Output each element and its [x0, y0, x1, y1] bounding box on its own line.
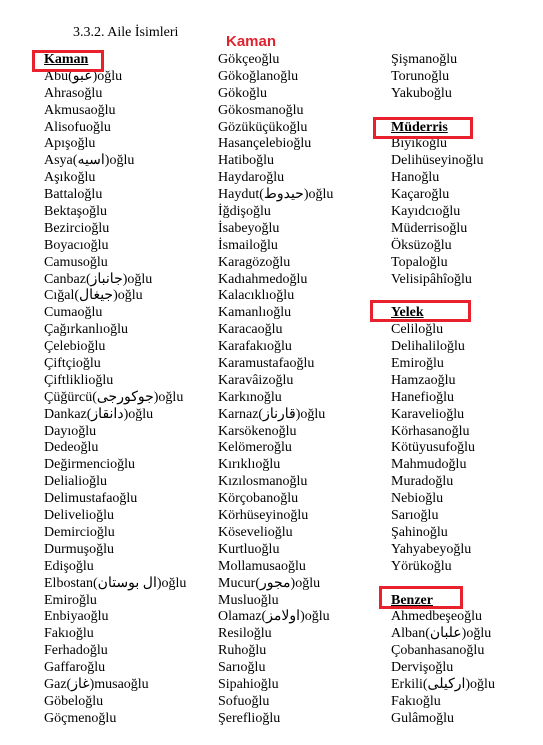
family-name: Dayıoğlu — [44, 423, 97, 439]
family-name: Kalacıklıoğlu — [218, 288, 295, 304]
family-name: Battaloğlu — [44, 187, 103, 203]
family-name: Ahmedbeşeoğlu — [391, 609, 482, 625]
family-name: Kurtluoğlu — [218, 541, 280, 557]
family-name: Delihüseyinoğlu — [391, 153, 484, 169]
highlight-box-yelek — [370, 300, 471, 322]
family-name: Asya(اسيه)oğlu — [44, 153, 135, 169]
family-name: Şahinoğlu — [391, 524, 448, 540]
family-name: Hanefioğlu — [391, 389, 454, 405]
family-name: Alisofuoğlu — [44, 119, 111, 135]
family-name: Velisipâhîoğlu — [391, 271, 472, 287]
village-heading: Müderris — [391, 119, 448, 135]
family-name: Torunoğlu — [391, 68, 450, 84]
family-name: Sofuoğlu — [218, 693, 270, 709]
family-name: Hamzaoğlu — [391, 372, 456, 388]
family-name: Delimustafaoğlu — [44, 491, 138, 507]
family-name: Enbiyaoğlu — [44, 609, 109, 625]
family-name: Gökoğlanoğlu — [218, 68, 299, 84]
family-name: Körhüseyinoğlu — [218, 508, 309, 524]
family-name: Abu(عبو)oğlu — [44, 68, 123, 84]
column-2 — [218, 52, 333, 728]
family-name: Durmuşoğlu — [44, 541, 114, 557]
family-name: Şereflioğlu — [218, 710, 281, 726]
family-name: Haydaroğlu — [218, 170, 285, 186]
family-name: Çobanhasanoğlu — [391, 643, 485, 659]
family-name: Göbeloğlu — [44, 693, 104, 709]
family-name: Göçmenoğlu — [44, 710, 117, 726]
family-name: Körhasanoğlu — [391, 423, 470, 439]
family-name: Karamustafaoğlu — [218, 356, 315, 372]
annotation-label: Kaman — [226, 33, 277, 50]
family-name: Şişmanoğlu — [391, 52, 458, 67]
family-name: Alban(علبان)oğlu — [391, 626, 492, 642]
family-name: İsmailoğlu — [218, 237, 278, 253]
family-name: Çağırkanlıoğlu — [44, 322, 128, 338]
family-name: Olamaz(اولامز)oğlu — [218, 609, 330, 625]
family-name: Ruhoğlu — [218, 643, 267, 659]
family-name: Musluoğlu — [218, 592, 279, 608]
family-name: Emiroğlu — [391, 356, 444, 372]
village-heading: Yelek — [391, 305, 424, 321]
family-name: Nebioğlu — [391, 491, 444, 507]
family-name: Dedeoğlu — [44, 440, 99, 456]
family-name: Hatiboğlu — [218, 153, 274, 169]
family-name: Karacaoğlu — [218, 322, 283, 338]
family-name: Aşıkoğlu — [44, 170, 96, 186]
family-name: Gökosmanoğlu — [218, 102, 304, 118]
family-name: Celiloğlu — [391, 322, 444, 338]
family-name: Erkili(اركيلى)oğlu — [391, 676, 495, 692]
family-name: Çiftliklioğlu — [44, 372, 114, 388]
family-name: Canbaz(جانباز)oğlu — [44, 271, 153, 287]
family-name: Fakıoğlu — [391, 693, 441, 709]
family-name: Karagözoğlu — [218, 254, 291, 270]
family-name: Delialioğlu — [44, 474, 107, 490]
family-name: Ahrasoğlu — [44, 85, 103, 101]
family-name: Sipahioğlu — [218, 676, 279, 692]
family-name: İğdişoğlu — [218, 204, 271, 220]
family-name: Dervişoğlu — [391, 660, 454, 676]
family-name: Dankaz(دانقاز)oğlu — [44, 406, 154, 422]
family-name: Kadıahmedoğlu — [218, 271, 308, 287]
family-name: Gaz(غاز)musaoğlu — [44, 676, 149, 692]
family-name: Elbostan(ال بوستان)oğlu — [44, 575, 187, 591]
family-name: Haydut(حيدوط)oğlu — [218, 187, 334, 203]
family-name: Camusoğlu — [44, 254, 108, 270]
family-name: Cığal(جيغال)oğlu — [44, 288, 143, 304]
family-name: Kayıdcıoğlu — [391, 204, 461, 220]
family-name: Öksüzoğlu — [391, 237, 452, 253]
family-name: Hasançelebioğlu — [218, 136, 312, 152]
family-name: Karafakıoğlu — [218, 339, 292, 355]
family-name: Karsökenoğlu — [218, 423, 297, 439]
family-name: Bektaşoğlu — [44, 204, 107, 220]
family-name: Bezircioğlu — [44, 220, 110, 236]
family-name: Hanoğlu — [391, 170, 440, 186]
village-heading: Kaman — [44, 52, 89, 67]
family-name: Köseveliоğlu — [218, 524, 293, 540]
family-name: Kızılosmanoğlu — [218, 474, 308, 490]
family-name: Gaffaroğlu — [44, 660, 106, 676]
family-name: Fakıoğlu — [44, 626, 94, 642]
column-3 — [391, 52, 495, 728]
family-name: Kamanlıoğlu — [218, 305, 292, 321]
family-name: Kırıklıoğlu — [218, 457, 281, 473]
family-name: Gökçeoğlu — [218, 52, 280, 67]
family-name: Çüğürcü(جوكورجى)oğlu — [44, 389, 184, 405]
family-name: Ferhadoğlu — [44, 643, 108, 659]
family-name: Kötüyusufoğlu — [391, 440, 475, 456]
family-name: Karnaz(قارناز)oğlu — [218, 406, 326, 422]
family-name: Apışoğlu — [44, 136, 96, 152]
family-name: Muradoğlu — [391, 474, 454, 490]
family-name: Karkınoğlu — [218, 389, 282, 405]
family-name: Emiroğlu — [44, 592, 97, 608]
village-heading: Benzer — [391, 592, 433, 608]
family-name: Karavelioğlu — [391, 406, 465, 422]
family-name: Sarıoğlu — [391, 508, 439, 524]
family-name: Kelömeroğlu — [218, 440, 292, 456]
family-name: İsabeyoğlu — [218, 220, 280, 236]
column-1 — [44, 52, 186, 728]
family-name: Gözüküçükoğlu — [218, 119, 308, 135]
family-name: Yahyabeyoğlu — [391, 541, 472, 557]
family-name: Demircioğlu — [44, 524, 115, 540]
family-name: Mollamusaoğlu — [218, 558, 306, 574]
section-title: 3.3.2. Aile İsimleri — [73, 25, 179, 40]
family-name: Delihaliloğlu — [391, 339, 465, 355]
family-name: Değirmencioğlu — [44, 457, 135, 473]
family-name: Yakuboğlu — [391, 85, 452, 101]
family-name: Körçobanoğlu — [218, 491, 299, 507]
family-name: Kaçaroğlu — [391, 187, 450, 203]
family-name: Bıyıkoğlu — [391, 136, 448, 152]
family-name: Müderrisoğlu — [391, 220, 468, 236]
highlight-box-benzer — [379, 586, 463, 609]
family-name: Boyacıoğlu — [44, 237, 109, 253]
family-name: Mahmudoğlu — [391, 457, 467, 473]
family-name: Sarıoğlu — [218, 660, 266, 676]
family-name: Mucur(مجور)oğlu — [218, 575, 321, 591]
family-name: Gökoğlu — [218, 85, 267, 101]
family-name: Çiftçioğlu — [44, 356, 101, 372]
family-name: Yörükoğlu — [391, 558, 452, 574]
family-name: Karavâizoğlu — [218, 372, 294, 388]
family-name: Cumaoğlu — [44, 305, 103, 321]
family-name: Akmusaoğlu — [44, 102, 116, 118]
family-name: Çelebioğlu — [44, 339, 106, 355]
family-name: Gulâmoğlu — [391, 710, 454, 726]
family-name: Resiloğlu — [218, 626, 272, 642]
family-name: Delivelioğlu — [44, 508, 114, 524]
family-name: Edişoğlu — [44, 558, 94, 574]
family-name: Topaloğlu — [391, 254, 448, 270]
highlight-box-kaman — [32, 50, 104, 72]
highlight-box-muderris — [373, 117, 473, 139]
